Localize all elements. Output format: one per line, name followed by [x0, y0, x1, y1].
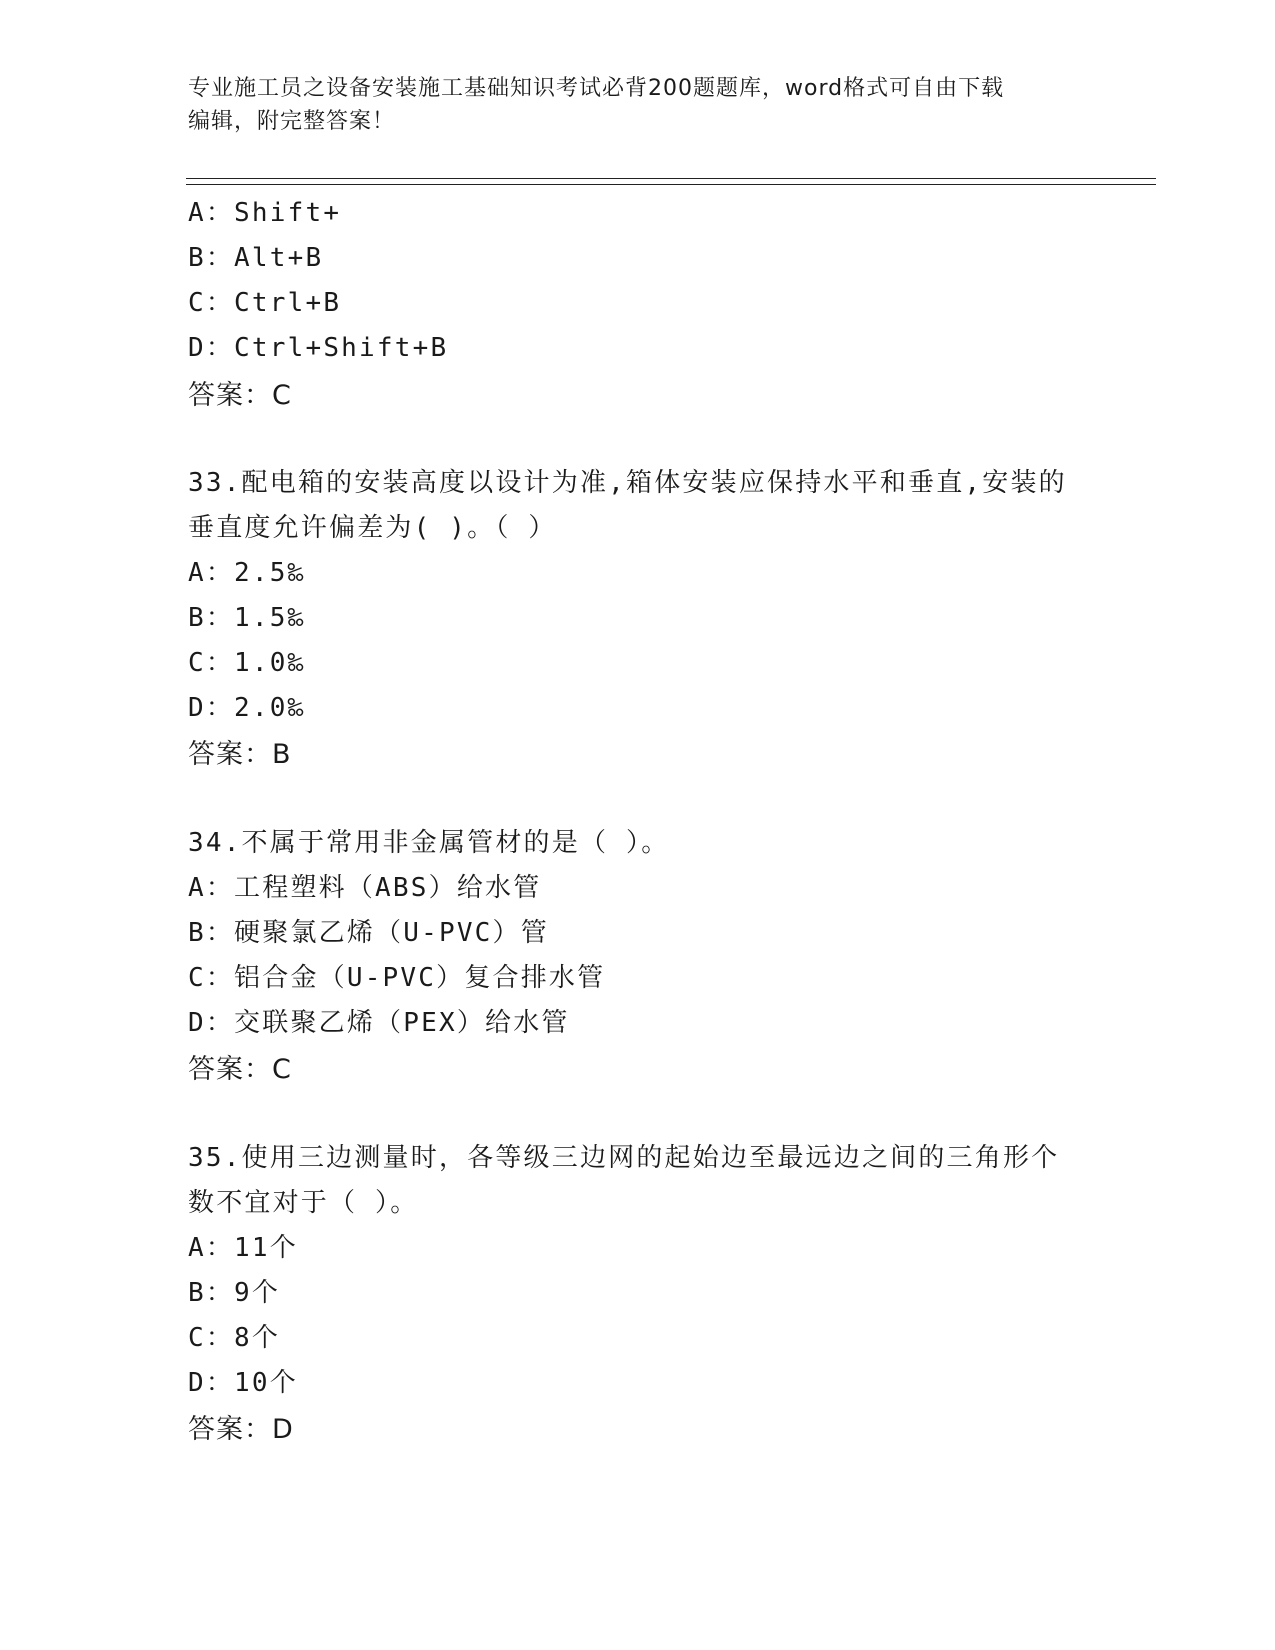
option-d: D：10个 [188, 1368, 298, 1398]
header-line-1: 专业施工员之设备安装施工基础知识考试必背200题题库，word格式可自由下载 [188, 76, 1005, 101]
option-b: B：1.5‰ [188, 603, 306, 633]
option-d: D：2.0‰ [188, 693, 306, 723]
question-stem-line-1: 34.不属于常用非金属管材的是（ ）。 [188, 828, 670, 858]
option-b: B：Alt+B [188, 243, 324, 273]
option-d: D：Ctrl+Shift+B [188, 333, 449, 363]
option-a: A：工程塑料（ABS）给水管 [188, 873, 542, 903]
header-rule-top [186, 178, 1156, 179]
option-b: B：9个 [188, 1278, 281, 1308]
option-a: A：11个 [188, 1233, 298, 1263]
answer-label: 答案：D [188, 1414, 294, 1445]
option-c: C：1.0‰ [188, 648, 306, 678]
header-line-2: 编辑，附完整答案！ [188, 109, 396, 134]
header-rule-bottom [186, 184, 1156, 185]
question-stem-line-1: 33.配电箱的安装高度以设计为准,箱体安装应保持水平和垂直,安装的 [188, 468, 1067, 498]
question-stem-line-1: 35.使用三边测量时，各等级三边网的起始边至最远边之间的三角形个 [188, 1143, 1060, 1173]
option-a: A：Shift+ [188, 198, 342, 228]
option-b: B：硬聚氯乙烯（U-PVC）管 [188, 918, 549, 948]
question-stem-line-2: 垂直度允许偏差为( )。（ ） [188, 513, 557, 543]
document-header [188, 72, 1068, 138]
answer-label: 答案：C [188, 380, 292, 411]
option-a: A：2.5‰ [188, 558, 306, 588]
question-stem-line-2: 数不宜对于（ ）。 [188, 1188, 419, 1218]
option-c: C：铝合金（U-PVC）复合排水管 [188, 963, 606, 993]
option-c: C：8个 [188, 1323, 281, 1353]
answer-label: 答案：B [188, 739, 292, 770]
answer-label: 答案：C [188, 1054, 292, 1085]
option-c: C：Ctrl+B [188, 288, 342, 318]
option-d: D：交联聚乙烯（PEX）给水管 [188, 1008, 570, 1038]
